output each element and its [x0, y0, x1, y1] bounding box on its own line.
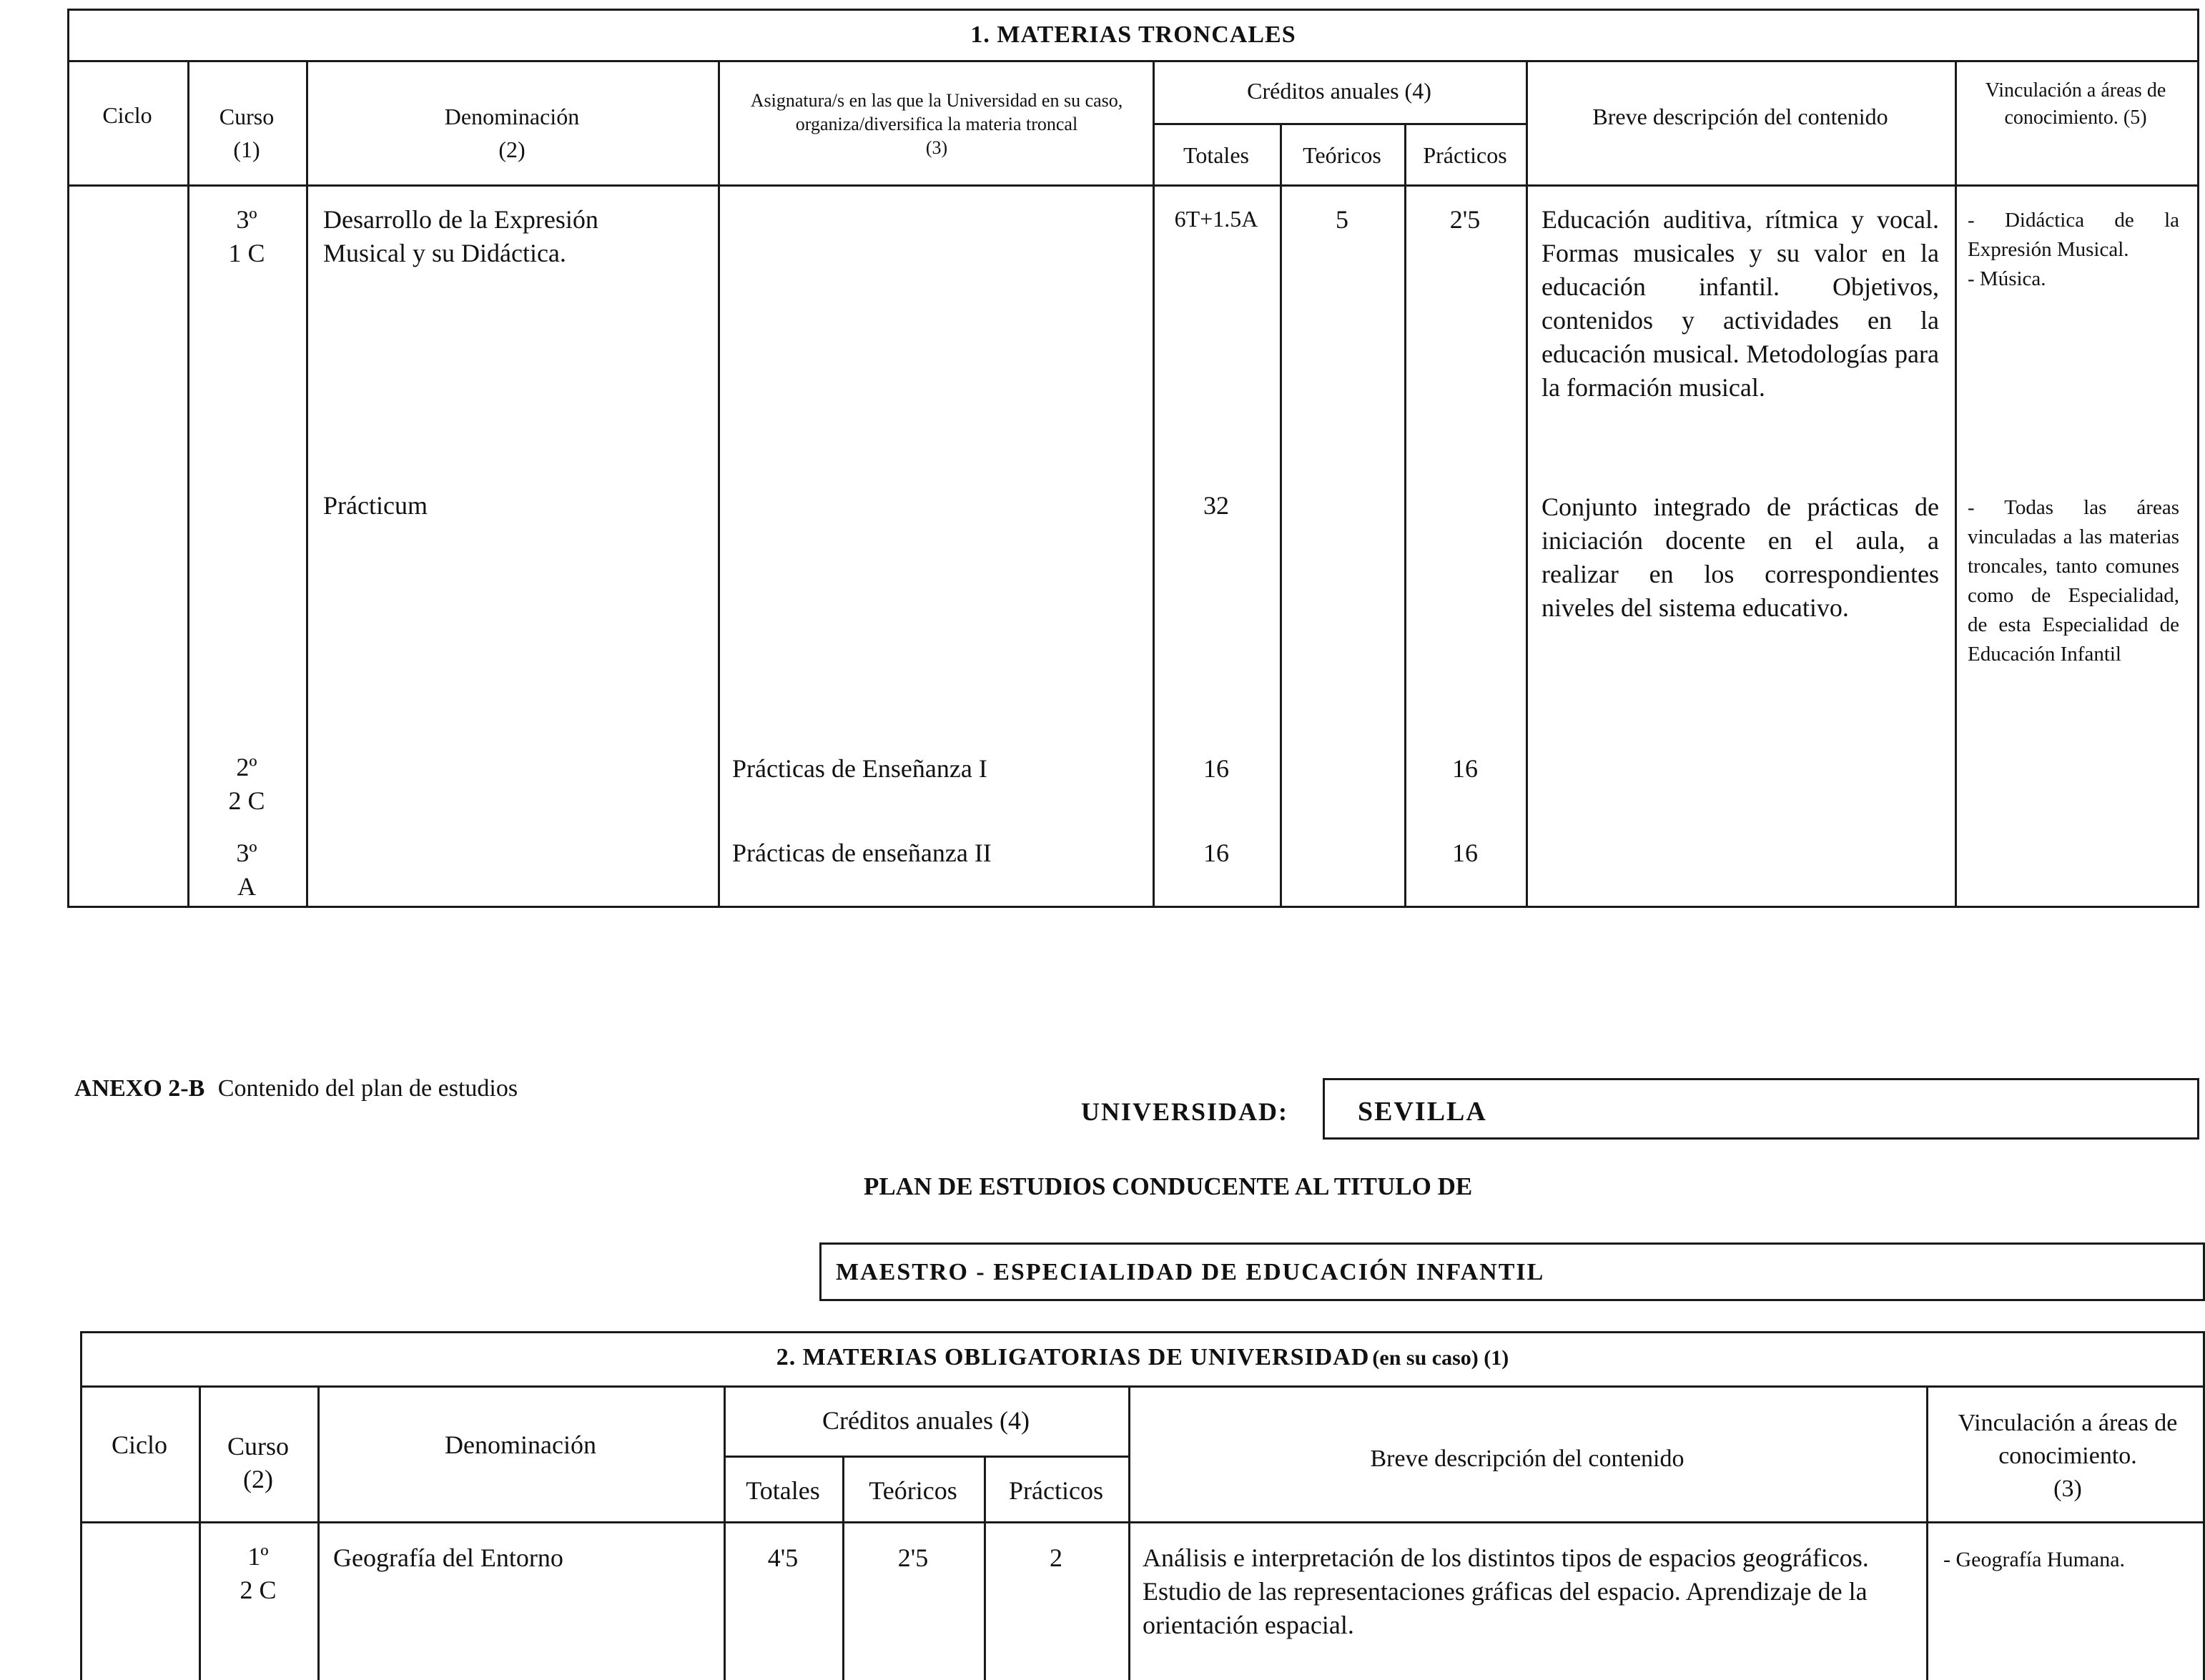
- plan-label: PLAN DE ESTUDIOS CONDUCENTE AL TITULO DE: [864, 1172, 1473, 1200]
- table1-row2-denominacion: Prácticum: [323, 491, 428, 520]
- curso-year: 3º: [236, 205, 257, 234]
- table1-row1-vinculacion: [1968, 206, 2179, 294]
- table1-header-creditos: Créditos anuales (4): [1247, 78, 1431, 104]
- universidad-value: SEVILLA: [1358, 1097, 1487, 1127]
- curso-period: 1 C: [228, 239, 265, 267]
- table1-row3-totales: 16: [1203, 754, 1229, 783]
- table1-row3-asignatura: Prácticas de Enseñanza I: [732, 754, 987, 783]
- table1-header-curso-note: (1): [233, 137, 260, 162]
- table1-header-ciclo: Ciclo: [102, 102, 152, 128]
- table2-col-line: [1926, 1385, 1928, 1680]
- vinculacion-item: - Didáctica de la Expresión Musical.: [1968, 209, 2179, 261]
- table1-col-line: [718, 60, 720, 908]
- titulo-box: [819, 1242, 2205, 1301]
- curso-period: 2 C: [228, 786, 265, 815]
- table1-col-line: [1526, 60, 1528, 908]
- table1-header-curso: [187, 100, 306, 166]
- table1-row1-descripcion: Educación auditiva, rítmica y vocal. Formas musicales y su valor en la educación infantil. Objetivos, contenidos y actividades en la educación musical. Metodologías para la formación musical.: [1541, 205, 1939, 402]
- table2-row1-curso: [199, 1540, 317, 1607]
- table2-col-line: [1128, 1385, 1130, 1680]
- table1-title-divider: [67, 60, 2199, 62]
- titulo-value: MAESTRO - ESPECIALIDAD DE EDUCACIÓN INFANTIL: [836, 1259, 1545, 1285]
- universidad-box: [1323, 1078, 2199, 1140]
- table2-header-practicos: Prácticos: [1009, 1476, 1103, 1505]
- table2-header-ciclo: Ciclo: [112, 1431, 167, 1459]
- table2-row1-teoricos: 2'5: [897, 1543, 929, 1572]
- table2-row1-denominacion: Geografía del Entorno: [333, 1543, 563, 1572]
- table1-row1-denominacion: Desarrollo de la Expresión Musical y su Didáctica.: [323, 205, 598, 267]
- table2-header-vinculacion-label: Vinculación a áreas de conocimiento.: [1958, 1410, 2178, 1469]
- table2-header-descripcion: Breve descripción del contenido: [1370, 1446, 1684, 1472]
- curso-period: 2 C: [240, 1576, 277, 1604]
- table1-header-denominacion-label: Denominación: [444, 104, 580, 129]
- table1-col-line: [1404, 123, 1406, 908]
- table2-row1-descripcion: Análisis e interpretación de los distintos tipos de espacios geográficos. Estudio de las representaciones gráficas del espacio. Aprendizaje de la orientación espacial.: [1143, 1543, 1869, 1639]
- table2-header-vinculacion: [1930, 1407, 2205, 1506]
- table1-header-denominacion: [306, 100, 718, 166]
- table2-header-teoricos: Teóricos: [869, 1476, 957, 1505]
- table1-header-denominacion-note: (2): [498, 137, 526, 162]
- anexo-label: ANEXO 2-B: [74, 1075, 205, 1102]
- table2-left-border: [80, 1331, 82, 1680]
- table2-header-vinculacion-note: (3): [2053, 1476, 2082, 1502]
- table1-row2-descripcion: Conjunto integrado de prácticas de iniciación docente en el aula, a realizar en los correspondientes niveles del sistema educativo.: [1541, 493, 1939, 622]
- table1-header-descripcion: Breve descripción del contenido: [1592, 104, 1888, 129]
- universidad-label: UNIVERSIDAD:: [1081, 1097, 1289, 1126]
- table1-header-asignaturas-note: (3): [925, 137, 948, 158]
- table1-title: 1. MATERIAS TRONCALES: [970, 21, 1296, 48]
- table2-header-creditos: Créditos anuales (4): [822, 1406, 1030, 1435]
- table1-header-totales: Totales: [1183, 142, 1249, 168]
- table1-row2-vinculacion: [1968, 493, 2179, 669]
- curso-year: 2º: [236, 753, 257, 781]
- curso-period: A: [237, 872, 256, 901]
- anexo-line: [74, 1075, 518, 1102]
- table1-row2-totales: 32: [1203, 491, 1229, 520]
- anexo-text: Contenido del plan de estudios: [217, 1075, 518, 1102]
- table1-row4-curso: [187, 836, 306, 904]
- table2-header-curso-note: (2): [243, 1465, 273, 1493]
- table2-creditos-divider: [724, 1456, 1128, 1458]
- table1-row1-totales: 6T+1.5A: [1174, 206, 1258, 232]
- curso-year: 3º: [236, 839, 257, 867]
- table1-col-line: [1955, 60, 1957, 908]
- table1-header-asignaturas-label: Asignatura/s en las que la Universidad en su caso, organiza/diversifica la materia troncal: [750, 90, 1123, 134]
- table1-col-line: [306, 60, 308, 908]
- table1-row1-practicos: 2'5: [1449, 205, 1481, 234]
- table1-row1-curso: [187, 203, 306, 270]
- vinculacion-item: - Música.: [1968, 267, 2046, 290]
- table1-header-practicos: Prácticos: [1423, 142, 1507, 168]
- table1-row4-totales: 16: [1203, 839, 1229, 867]
- curso-year: 1º: [247, 1542, 269, 1571]
- table1-col-line: [1280, 123, 1282, 908]
- table2-header-divider: [80, 1521, 2205, 1523]
- table1-header-teoricos: Teóricos: [1303, 142, 1381, 168]
- table1-header-divider: [67, 184, 2199, 187]
- table1-row4-practicos: 16: [1452, 839, 1478, 867]
- table1-header-vinculacion: Vinculación a áreas de conocimiento. (5): [1985, 79, 2166, 129]
- table2-row1-practicos: 2: [1050, 1543, 1062, 1572]
- table1-row1-teoricos: 5: [1336, 205, 1348, 234]
- table1-row4-asignatura: Prácticas de enseñanza II: [732, 839, 992, 867]
- table2-title: 2. MATERIAS OBLIGATORIAS DE UNIVERSIDAD: [776, 1344, 1370, 1370]
- table1-creditos-divider: [1153, 123, 1526, 125]
- table2-header-curso-label: Curso: [227, 1432, 289, 1461]
- vinculacion-item: - Todas las áreas vinculadas a las materias troncales, tanto comunes como de Especialidad, de esta Especialidad de Educación Infantil: [1968, 496, 2179, 666]
- table2-header-curso: [199, 1430, 317, 1496]
- table2-header-totales: Totales: [746, 1476, 820, 1505]
- table2-row1-totales: 4'5: [767, 1543, 799, 1572]
- table2-title-divider: [80, 1385, 2205, 1388]
- table1-row3-practicos: 16: [1452, 754, 1478, 783]
- table1-row3-curso: [187, 751, 306, 818]
- table1-header-asignaturas: [736, 89, 1137, 159]
- table2-row1-vinculacion: - Geografía Humana.: [1943, 1548, 2126, 1571]
- table1-header-curso-label: Curso: [219, 104, 275, 129]
- table2-title-wrap: [80, 1344, 2205, 1371]
- table2-top-border: [80, 1331, 2205, 1333]
- table2-title-note: (en su caso) (1): [1372, 1346, 1509, 1370]
- table2-header-denominacion: Denominación: [445, 1431, 596, 1459]
